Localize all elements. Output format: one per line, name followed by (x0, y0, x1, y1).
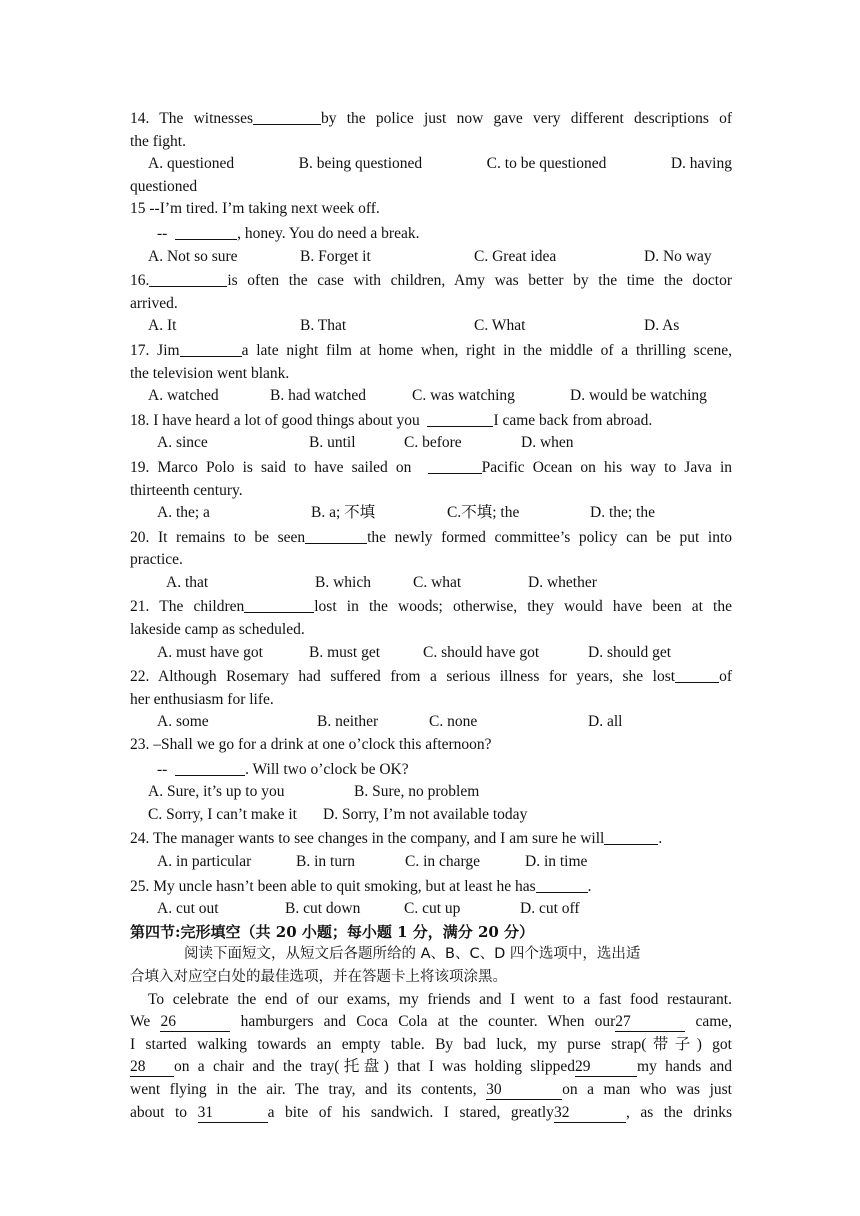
cloze-blank-32: 32 (554, 1104, 626, 1123)
options-25: A. cut out B. cut down C. cut up D. cut off (157, 900, 580, 918)
passage-line: To celebrate the end of our exams, my friends and I went to a fast food restaurant. (148, 990, 732, 1008)
passage-line: We 26 hamburgers and Coca Cola at the counter. When our27 came, (130, 1013, 733, 1031)
options-18: A. since B. until C. before D. when (157, 434, 574, 452)
options-14: A. questioned B. being questioned C. to be questioned D. having (148, 155, 732, 173)
question-text: her enthusiasm for life. (130, 690, 274, 708)
answer-blank (305, 527, 367, 544)
answer-blank (675, 666, 719, 683)
options-23a: A. Sure, it’s up to you B. Sure, no problem (148, 783, 480, 801)
section-instruction: 阅读下面短文，从短文后各题所给的 A、B、C、D 四个选项中，选出适 (184, 946, 641, 963)
question-text: the fight. (130, 132, 186, 150)
answer-blank (604, 828, 658, 845)
answer-blank (180, 340, 242, 357)
question-14: 14. The witnesses by the police just now gave very different descriptions of (130, 110, 733, 127)
question-text: lakeside camp as scheduled. (130, 621, 305, 639)
options-23b: C. Sorry, I can’t make it D. Sorry, I’m not available today (148, 805, 528, 823)
options-19: A. the; a B. a; 不填 C.不填; the D. the; the (157, 504, 655, 522)
options-20: A. that B. which C. what D. whether (166, 573, 597, 591)
answer-blank (536, 876, 588, 893)
question-23: 23. –Shall we go for a drink at one o’clock this afternoon? (130, 736, 492, 754)
question-15-reply: -- , honey. You do need a break. (157, 224, 420, 242)
question-19: 19. Marco Polo is said to have sailed on Pacific Ocean on his way to Java in (130, 458, 733, 476)
exam-page (130, 106, 732, 1124)
section-instruction: 合填入对应空白处的最佳选项，并在答题卡上将该项涂黑。 (130, 968, 507, 985)
cloze-blank-28: 28 (130, 1058, 174, 1077)
passage-line: about to 31 a bite of his sandwich. I stared, greatly32 , as the drinks (130, 1103, 733, 1121)
answer-blank (175, 759, 245, 776)
answer-blank (244, 596, 314, 613)
question-text: thirteenth century. (130, 481, 243, 499)
option-wrap: questioned (130, 177, 198, 195)
passage-line: I started walking towards an empty table. By bad luck, my purse strap(带子) got (130, 1035, 732, 1053)
question-21: 21. The children lost in the woods; otherwise, they would have been at the (130, 598, 732, 616)
question-16: 16. is often the case with children, Amy was better by the time the doctor (130, 272, 732, 290)
question-20: 20. It remains to be seen the newly formed committee’s policy can be put into (130, 528, 732, 546)
question-25: 25. My uncle hasn’t been able to quit smoking, but at least he has . (130, 877, 592, 895)
section-heading: 第四节:完形填空（共 20 小题；每小题 1 分，满分 20 分） (130, 922, 535, 941)
answer-blank (253, 108, 321, 125)
question-text: arrived. (130, 294, 178, 312)
cloze-blank-29: 29 (575, 1058, 637, 1077)
options-24: A. in particular B. in turn C. in charge D. in time (157, 853, 588, 870)
cloze-blank-31: 31 (198, 1104, 268, 1123)
answer-blank (427, 410, 493, 427)
options-17: A. watched B. had watched C. was watching D. would be watching (148, 387, 707, 405)
options-15: A. Not so sure B. Forget it C. Great idea D. No way (148, 247, 712, 265)
options-16: A. It B. That C. What D. As (148, 317, 680, 335)
question-text: practice. (130, 551, 183, 569)
cloze-blank-27: 27 (615, 1013, 685, 1032)
question-17: 17. Jim a late night film at home when, right in the middle of a thrilling scene, (130, 341, 732, 359)
question-15: 15 --I’m tired. I’m taking next week off. (130, 200, 380, 218)
cloze-blank-26: 26 (160, 1013, 230, 1032)
question-22: 22. Although Rosemary had suffered from a serious illness for years, she lost of (130, 668, 732, 686)
question-23-reply: -- . Will two o’clock be OK? (157, 760, 409, 778)
options-21: A. must have got B. must get C. should have got D. should get (157, 643, 672, 661)
passage-line: 28 on a chair and the tray(托盘) that I was holding slipped29 my hands and (130, 1058, 732, 1076)
question-text: the television went blank. (130, 364, 290, 382)
passage-line: went flying in the air. The tray, and its contents, 30 on a man who was just (130, 1080, 732, 1098)
answer-blank (175, 223, 237, 240)
question-18: 18. I have heard a lot of good things about you I came back from abroad. (130, 411, 653, 429)
question-24: 24. The manager wants to see changes in the company, and I am sure he will . (130, 830, 663, 848)
options-22: A. some B. neither C. none D. all (157, 713, 623, 731)
answer-blank (149, 270, 227, 287)
answer-blank (428, 457, 482, 474)
cloze-blank-30: 30 (486, 1081, 562, 1100)
